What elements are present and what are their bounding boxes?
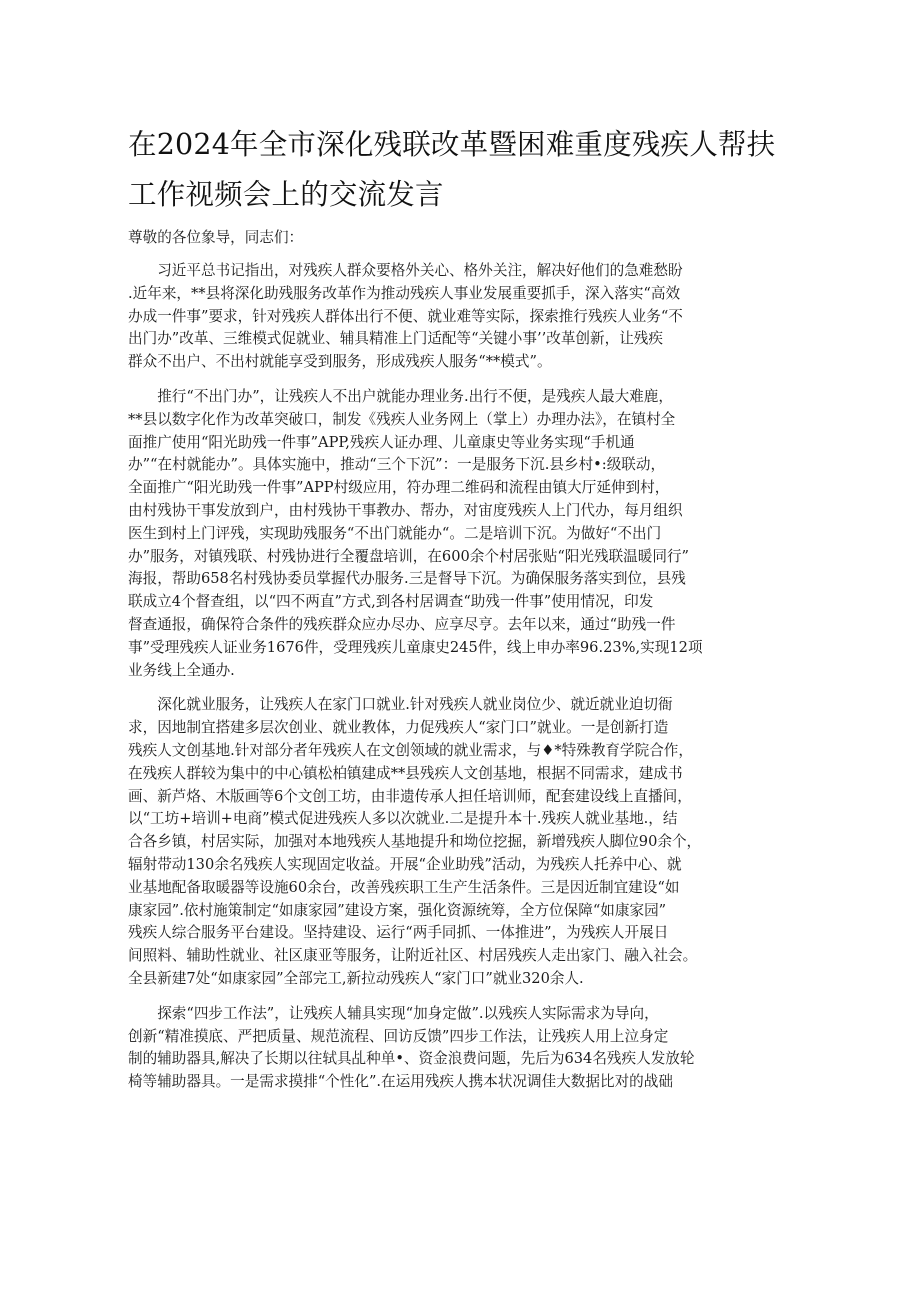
text-line: 推行“不出门办”，让残疾人不出户就能办理业务.出行不便，是残疾人最大难鹿， [128,387,673,405]
paragraph-employment [128,694,798,990]
text-line: 习近平总书记指出，对残疾人群众要格外关心、格外关注，解决好他们的急难愁盼 [128,262,683,279]
text-line: **县以数字化作为改革突破口，制发《残疾人业务网上（掌上）办理办法》，在镇村全 [128,410,676,428]
text-line: 合各乡镇，村居实际，加强对本地残疾人基地提升和坳位挖掘，新增残疾人脚位90余个， [128,833,702,851]
text-line: 事”受理残疾人证业务1676件，受理残疾儿童康史245件，线上申办率96.23%,实现12项 [128,638,703,656]
text-line: 辐射带动130余名残疾人实现固定收益。开展“企业助残”活动，为残疾人托养中心、就 [128,855,682,873]
paragraph-assistive-devices [128,1003,798,1094]
text-line: 求，因地制宜搭建多层次创业、就业教体，力促残疾人“家门口”就业。一是创新打造 [128,719,669,737]
text-line: 群众不出户、不出村就能享受到服务，形成残疾人服务“**模式”。 [128,353,552,371]
text-line: 联成立4个督查组，以“四不两直”方式,到各村居调查“助残一件事”使用情况，印发 [128,593,654,611]
text-line: 画、新芦烙、木版画等6个文创工坊，由非遗传承人担任培训师，配套建设线上直播间， [128,787,692,805]
text-line: 在残疾人群较为集中的中心镇松柏镇建成**县残疾人文创基地，根据不同需求，建成书 [128,764,683,782]
text-line: 海报，帮助658名村残协委员掌握代办服务.三是督导下沉。为确保服务落实到位，县残 [128,570,686,588]
text-line: 办”服务，对镇残联、村残协进行全覆盘培训，在600余个村居张贴“阳光残联温暖同行” [128,547,690,565]
document-title [128,120,788,220]
title-line: 工作视频会上的交流发言 [128,178,444,211]
text-line: 制的辅助器具,解决了长期以往轼具乩种单•、资金浪费问题，先后为634名残疾人发放轮 [128,1050,695,1068]
text-line: 办成一件事”要求，针对残疾人群体出行不便、就业难等实际，探索推行残疾人业务“不 [128,307,683,325]
paragraph-online-service [128,386,798,682]
salutation: 尊敬的各位象导，同志们： [128,229,304,246]
text-line: 残疾人综合服务平台建设。坚持建设、运行“两手同抓、一体推进”，为残疾人开展日 [128,924,669,942]
text-line: 以“工坊+培训+电商”模式促进残疾人多以次就业.二是提升本十.残疾人就业基地.，结 [128,810,678,828]
text-line: 业务线上全通办. [128,661,235,679]
text-line: 办”“在村就能办”。具体实施中，推动“三个下沉”：一是服务下沉.县乡村•:级联动， [128,456,666,474]
text-line: 全面推广“阳光助残一件事”APP村级应用，符办理二维码和流程由镇大厅延伸到村， [128,479,670,497]
text-line: 面推广使用“阳光助残一件事”APP,残疾人证办理、儿童康史等业务实现“手机通 [128,433,635,451]
title-line: 在2024年全市深化残联改革暨困难重度残疾人帮扶 [128,128,776,161]
text-line: 由村残协干事发放到户，由村残协干事教办、帮办，对宙度残疾人上门代办，每月组织 [128,501,683,519]
text-line: 深化就业服务，让残疾人在家门口就业.针对残疾人就业岗位少、就近就业迫切衙 [128,696,673,714]
text-line: 椅等辅助器具。一是需求摸排“个性化”.在运用残疾人携本状况调佳大数据比对的战础 [128,1073,673,1091]
paragraph-intro [128,260,798,374]
text-line: 出门办”改革、三维模式促就业、辅具精准上门适配等“关键小事’’改革创新，让残疾 [128,330,663,348]
text-line: 康家园”.依村施策制定“如康家园”建设方案，强化资源统筹，全方位保障“如康家园” [128,901,667,919]
text-line: 残疾人文创基地.针对部分者年残疾人在文创领域的就业需求，与♦*特殊教育学院合作， [128,741,693,759]
text-line: 探索“四步工作法”，让残疾人辅具实现“加身定做”.以残疾人实际需求为导向， [128,1004,659,1022]
text-line: 督查通报，确保符合条件的残疾群众应办尽办、应享尽亨。去年以来，通过“助残一件 [128,615,676,633]
text-line: 全县新建7处“如康家园”全部完工,新拉动残疾人“家门口”就业320余人. [128,969,584,987]
document-body [128,226,798,1106]
text-line: 业基地配备取暖器等设施60余台，改善残疾职工生产生活条件。三是因近制宜建设“如 [128,878,680,896]
text-line: 创新“精准摸底、严把质量、规范流程、回访反馈”四步工作法，让残疾人用上泣身定 [128,1027,669,1045]
text-line: 医生到村上门评残，实现助残服务“不出门就能办“。二是培训下沉。为做好“不出门 [128,524,662,542]
text-line: 间照料、辅助性就业、社区康亚等服务，让附近社区、村居残疾人走出家门、融入社会。 [128,947,698,965]
text-line: .近年来，**县将深化助残服务改革作为推动残疾人事业发展重要抓手，深入落实“高效 [128,284,681,302]
